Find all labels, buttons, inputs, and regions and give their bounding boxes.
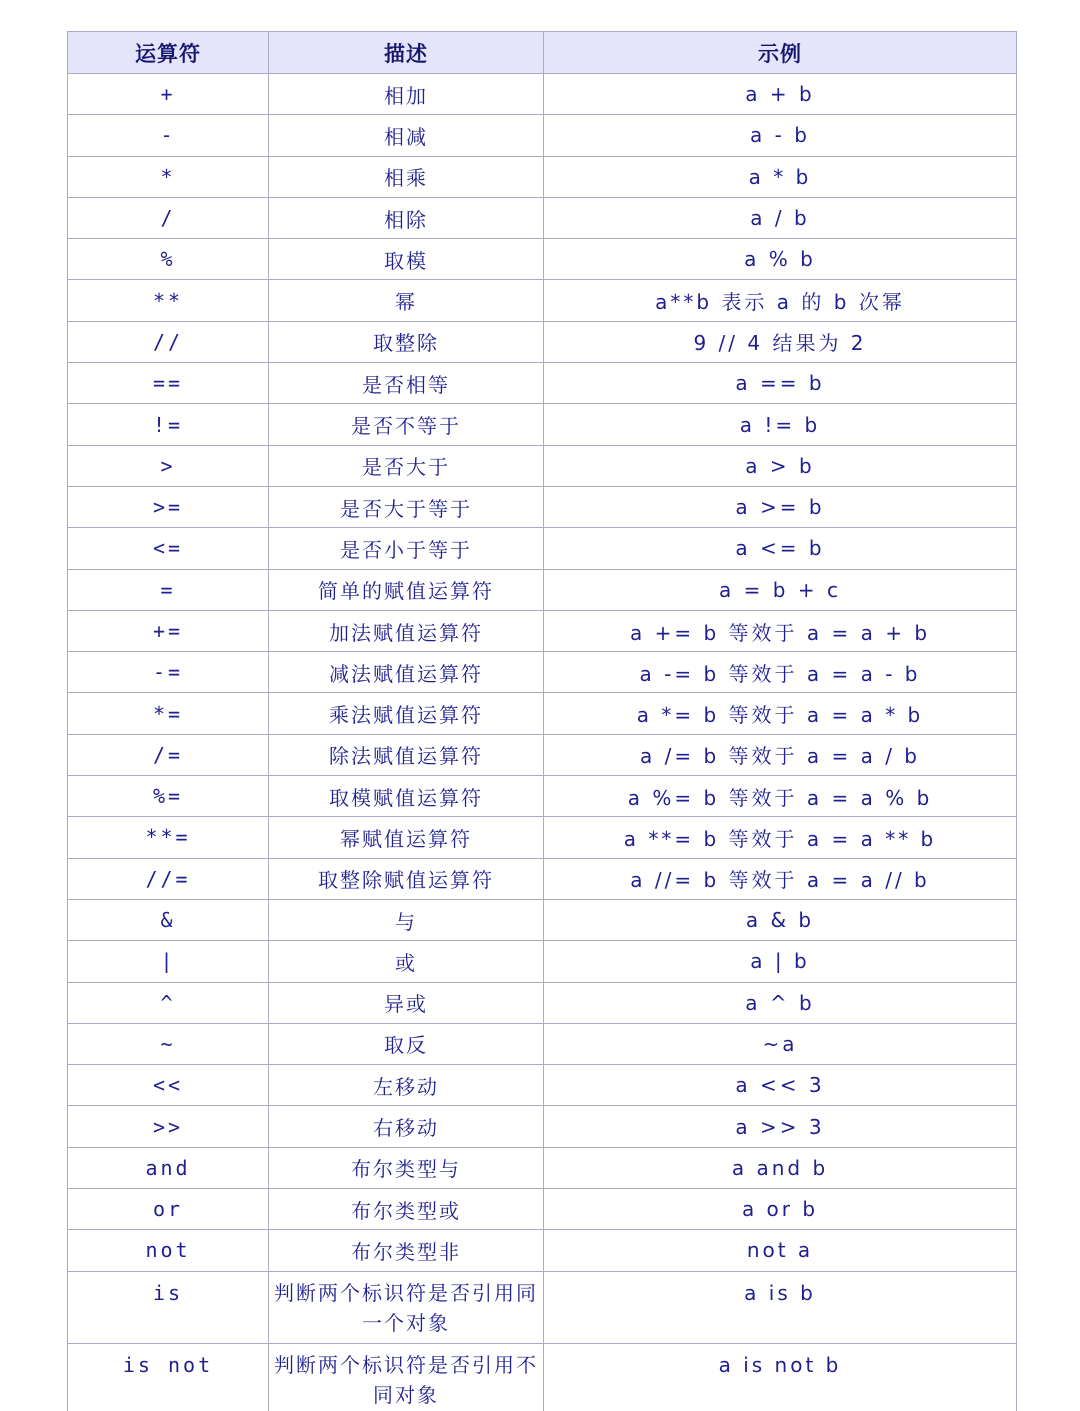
operator-cell: % <box>68 239 269 280</box>
operator-cell: %= <box>68 776 269 817</box>
table-row <box>68 941 1017 982</box>
description-cell: 布尔类型与 <box>269 1147 544 1188</box>
operator-cell: or <box>68 1189 269 1230</box>
example-cell: a + b <box>544 74 1017 115</box>
table-row <box>68 363 1017 404</box>
operator-cell: is <box>68 1271 269 1343</box>
operator-cell: != <box>68 404 269 445</box>
example-cell: a /= b 等效于 a = a / b <box>544 734 1017 775</box>
operator-cell: // <box>68 321 269 362</box>
table-row <box>68 239 1017 280</box>
example-cell: a - b <box>544 115 1017 156</box>
description-cell: 判断两个标识符是否引用同一个对象 <box>269 1271 544 1343</box>
operator-cell: += <box>68 610 269 651</box>
table-header <box>68 32 1017 74</box>
table-row <box>68 899 1017 940</box>
table-row <box>68 1065 1017 1106</box>
example-cell: a * b <box>544 156 1017 197</box>
table-row <box>68 74 1017 115</box>
operator-cell: /= <box>68 734 269 775</box>
description-cell: 取整除 <box>269 321 544 362</box>
description-cell: 相加 <box>269 74 544 115</box>
example-cell: a | b <box>544 941 1017 982</box>
table-row <box>68 1230 1017 1271</box>
table-row <box>68 734 1017 775</box>
description-cell: 左移动 <box>269 1065 544 1106</box>
description-cell: 乘法赋值运算符 <box>269 693 544 734</box>
table-row <box>68 486 1017 527</box>
example-cell: a != b <box>544 404 1017 445</box>
example-cell: ~a <box>544 1023 1017 1064</box>
table-row <box>68 445 1017 486</box>
operator-cell: is not <box>68 1343 269 1411</box>
table-row <box>68 858 1017 899</box>
operator-cell: = <box>68 569 269 610</box>
description-cell: 取整除赋值运算符 <box>269 858 544 899</box>
operator-cell: > <box>68 445 269 486</box>
table-row <box>68 280 1017 321</box>
example-cell: a is b <box>544 1271 1017 1343</box>
operator-cell: >= <box>68 486 269 527</box>
example-cell: 9 // 4 结果为 2 <box>544 321 1017 362</box>
table-row <box>68 776 1017 817</box>
description-cell: 或 <box>269 941 544 982</box>
description-cell: 取反 <box>269 1023 544 1064</box>
operator-cell: and <box>68 1147 269 1188</box>
example-cell: a or b <box>544 1189 1017 1230</box>
table-row <box>68 321 1017 362</box>
example-cell: a & b <box>544 899 1017 940</box>
description-cell: 右移动 <box>269 1106 544 1147</box>
operator-cell: -= <box>68 652 269 693</box>
table-row <box>68 652 1017 693</box>
example-cell: a == b <box>544 363 1017 404</box>
operator-table <box>67 31 1017 1411</box>
table-body <box>68 74 1017 1411</box>
header-example: 示例 <box>544 32 1017 74</box>
example-cell: a % b <box>544 239 1017 280</box>
description-cell: 取模 <box>269 239 544 280</box>
description-cell: 相乘 <box>269 156 544 197</box>
table-row <box>68 817 1017 858</box>
description-cell: 是否大于等于 <box>269 486 544 527</box>
example-cell: a -= b 等效于 a = a - b <box>544 652 1017 693</box>
description-cell: 加法赋值运算符 <box>269 610 544 651</box>
description-cell: 与 <box>269 899 544 940</box>
description-cell: 是否小于等于 <box>269 528 544 569</box>
example-cell: a >= b <box>544 486 1017 527</box>
table-row <box>68 1106 1017 1147</box>
table-row <box>68 1271 1017 1343</box>
example-cell: a <= b <box>544 528 1017 569</box>
table-row <box>68 982 1017 1023</box>
operator-cell: << <box>68 1065 269 1106</box>
example-cell: not a <box>544 1230 1017 1271</box>
example-cell: a = b + c <box>544 569 1017 610</box>
table-row <box>68 115 1017 156</box>
description-cell: 除法赋值运算符 <box>269 734 544 775</box>
operator-cell: **= <box>68 817 269 858</box>
table-row <box>68 197 1017 238</box>
operator-cell: * <box>68 156 269 197</box>
header-description: 描述 <box>269 32 544 74</box>
operator-cell: <= <box>68 528 269 569</box>
description-cell: 布尔类型非 <box>269 1230 544 1271</box>
operator-cell: >> <box>68 1106 269 1147</box>
operator-cell: //= <box>68 858 269 899</box>
description-cell: 幂 <box>269 280 544 321</box>
header-operator: 运算符 <box>68 32 269 74</box>
description-cell: 相减 <box>269 115 544 156</box>
example-cell: a**b 表示 a 的 b 次幂 <box>544 280 1017 321</box>
example-cell: a += b 等效于 a = a + b <box>544 610 1017 651</box>
operator-cell: *= <box>68 693 269 734</box>
example-cell: a >> 3 <box>544 1106 1017 1147</box>
header-row <box>68 32 1017 74</box>
example-cell: a and b <box>544 1147 1017 1188</box>
operator-cell: ^ <box>68 982 269 1023</box>
description-cell: 是否相等 <box>269 363 544 404</box>
operator-cell: == <box>68 363 269 404</box>
operator-cell: / <box>68 197 269 238</box>
description-cell: 是否大于 <box>269 445 544 486</box>
example-cell: a ^ b <box>544 982 1017 1023</box>
operator-cell: ** <box>68 280 269 321</box>
table-row <box>68 569 1017 610</box>
description-cell: 异或 <box>269 982 544 1023</box>
table-row <box>68 404 1017 445</box>
example-cell: a %= b 等效于 a = a % b <box>544 776 1017 817</box>
operator-cell: & <box>68 899 269 940</box>
operator-cell: + <box>68 74 269 115</box>
description-cell: 判断两个标识符是否引用不同对象 <box>269 1343 544 1411</box>
description-cell: 是否不等于 <box>269 404 544 445</box>
table-row <box>68 610 1017 651</box>
example-cell: a **= b 等效于 a = a ** b <box>544 817 1017 858</box>
table-row <box>68 1343 1017 1411</box>
description-cell: 相除 <box>269 197 544 238</box>
operator-cell: not <box>68 1230 269 1271</box>
table-row <box>68 1189 1017 1230</box>
example-cell: a / b <box>544 197 1017 238</box>
table-row <box>68 1147 1017 1188</box>
example-cell: a > b <box>544 445 1017 486</box>
example-cell: a *= b 等效于 a = a * b <box>544 693 1017 734</box>
operator-cell: - <box>68 115 269 156</box>
description-cell: 幂赋值运算符 <box>269 817 544 858</box>
table-row <box>68 156 1017 197</box>
description-cell: 简单的赋值运算符 <box>269 569 544 610</box>
table-row <box>68 1023 1017 1064</box>
description-cell: 减法赋值运算符 <box>269 652 544 693</box>
description-cell: 取模赋值运算符 <box>269 776 544 817</box>
table-row <box>68 693 1017 734</box>
table-row <box>68 528 1017 569</box>
example-cell: a << 3 <box>544 1065 1017 1106</box>
operator-cell: ~ <box>68 1023 269 1064</box>
operator-cell: | <box>68 941 269 982</box>
example-cell: a is not b <box>544 1343 1017 1411</box>
description-cell: 布尔类型或 <box>269 1189 544 1230</box>
example-cell: a //= b 等效于 a = a // b <box>544 858 1017 899</box>
